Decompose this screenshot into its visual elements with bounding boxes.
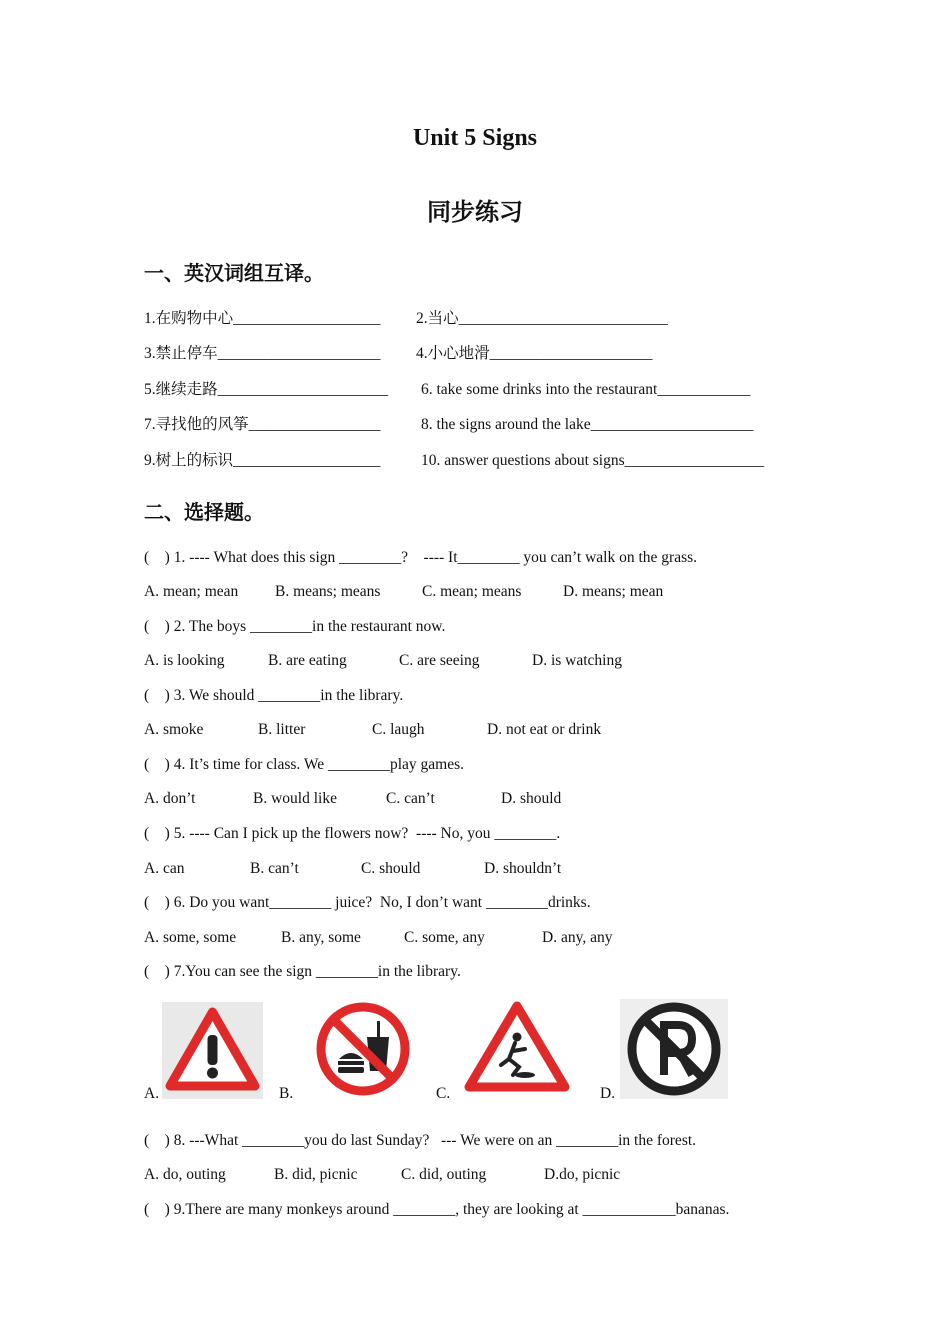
q1-option-b: B. means; means — [275, 583, 381, 600]
q6-option-d: D. any, any — [542, 929, 613, 946]
vocab-item-4: 4.小心地滑_____________________ — [416, 345, 653, 362]
question-7: ( ) 7.You can see the sign ________in the library. — [144, 963, 461, 980]
question-4: ( ) 4. It’s time for class. We ________play games. — [144, 756, 465, 773]
q8-option-d: D.do, picnic — [544, 1166, 621, 1183]
vocab-item-10: 10. answer questions about signs__________________ — [421, 452, 765, 469]
question-1: ( ) 1. ---- What does this sign ________? ---- It________ you can’t walk on the grass. — [144, 549, 698, 566]
q6-option-c: C. some, any — [404, 929, 485, 946]
q2-option-d: D. is watching — [532, 652, 622, 669]
q5-option-c: C. should — [361, 860, 421, 877]
vocab-item-3: 3.禁止停车_____________________ — [144, 345, 381, 362]
q5-option-b: B. can’t — [250, 860, 299, 877]
q7-option-b: B. — [279, 1085, 294, 1102]
question-5: ( ) 5. ---- Can I pick up the flowers now? ---- No, you ________. — [144, 825, 561, 842]
q1-option-a: A. mean; mean — [144, 583, 239, 600]
page-subtitle: 同步练习 — [427, 198, 523, 226]
page-title: Unit 5 Signs — [412, 125, 538, 151]
no-food-or-drink-sign-icon — [315, 1001, 411, 1097]
section-2-heading: 二、选择题。 — [144, 500, 264, 524]
q4-option-d: D. should — [501, 790, 562, 807]
question-8: ( ) 8. ---What ________you do last Sunday? --- We were on an ________in the forest. — [144, 1132, 697, 1149]
vocab-item-9: 9.树上的标识___________________ — [144, 452, 381, 469]
question-2: ( ) 2. The boys ________in the restaurant now. — [144, 618, 446, 635]
q4-option-b: B. would like — [253, 790, 337, 807]
q7-option-c: C. — [436, 1085, 451, 1102]
question-3: ( ) 3. We should ________in the library. — [144, 687, 404, 704]
q6-option-b: B. any, some — [281, 929, 361, 946]
q3-option-d: D. not eat or drink — [487, 721, 602, 738]
q4-option-c: C. can’t — [386, 790, 435, 807]
q8-option-c: C. did, outing — [401, 1166, 487, 1183]
slippery-floor-warning-sign-icon — [463, 999, 571, 1093]
vocab-item-6: 6. take some drinks into the restaurant____________ — [421, 381, 751, 398]
q5-option-a: A. can — [144, 860, 185, 877]
section-1-heading: 一、英汉词组互译。 — [144, 261, 324, 285]
q8-option-b: B. did, picnic — [274, 1166, 358, 1183]
q3-option-b: B. litter — [258, 721, 306, 738]
vocab-item-2: 2.当心___________________________ — [416, 310, 668, 327]
q2-option-c: C. are seeing — [399, 652, 480, 669]
q7-option-a: A. — [144, 1085, 160, 1102]
vocab-item-7: 7.寻找他的风筝_________________ — [144, 416, 381, 433]
q3-option-a: A. smoke — [144, 721, 204, 738]
q6-option-a: A. some, some — [144, 929, 237, 946]
vocab-item-1: 1.在购物中心___________________ — [144, 310, 381, 327]
vocab-item-8: 8. the signs around the lake_____________________ — [421, 416, 754, 433]
q1-option-d: D. means; mean — [563, 583, 664, 600]
q3-option-c: C. laugh — [372, 721, 425, 738]
q8-option-a: A. do, outing — [144, 1166, 226, 1183]
warning-exclamation-sign-icon — [162, 1002, 263, 1099]
q2-option-b: B. are eating — [268, 652, 347, 669]
question-6: ( ) 6. Do you want________ juice? No, I don’t want ________drinks. — [144, 894, 591, 911]
vocab-item-5: 5.继续走路______________________ — [144, 381, 389, 398]
question-9: ( ) 9.There are many monkeys around ________, they are looking at ____________bananas. — [144, 1201, 730, 1218]
q7-option-d: D. — [600, 1085, 616, 1102]
q4-option-a: A. don’t — [144, 790, 196, 807]
q2-option-a: A. is looking — [144, 652, 225, 669]
no-parking-sign-icon — [620, 999, 728, 1099]
q5-option-d: D. shouldn’t — [484, 860, 562, 877]
q1-option-c: C. mean; means — [422, 583, 522, 600]
